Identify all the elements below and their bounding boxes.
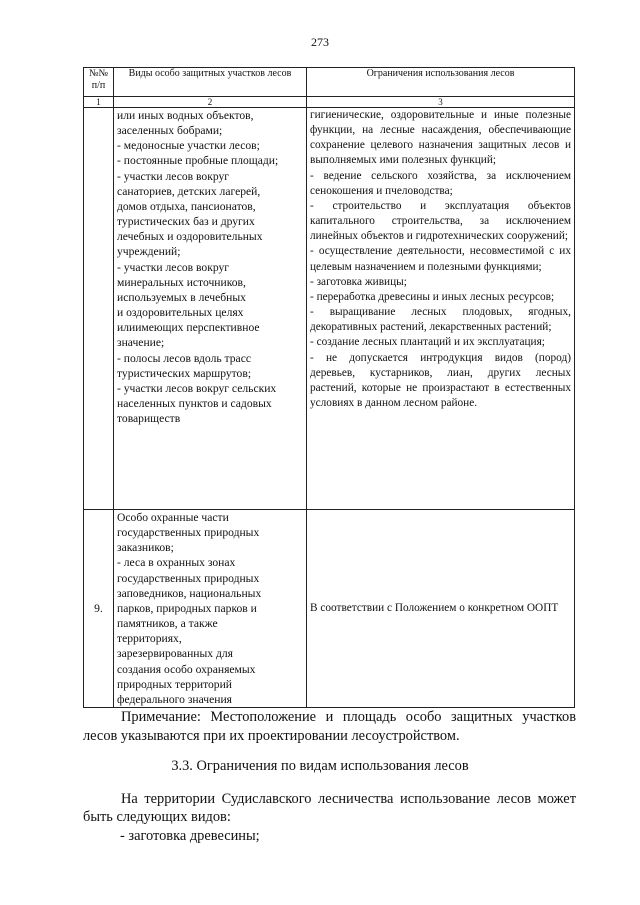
numbering-cell: 3 [307,97,575,108]
type-line: лечебных и оздоровительных [117,230,263,244]
restriction-item: - осуществление деятельности, несовместимой с их целевым назначением и полезными функциями; [310,245,571,273]
type-line: - медоносные участки лесов; [117,139,260,153]
table-row [84,510,575,708]
row-number: 9. [84,510,114,708]
type-line: - участки лесов вокруг [117,260,230,274]
restriction-item: - не допускается интродукция видов (пород) деревьев, кустарников, лиан, других лесных растений, которые не произрастают в естественных условиях в данном лесном районе. [310,351,571,409]
restrictions-cell [307,108,575,510]
type-line: санаториев, детских лагерей, [117,184,261,198]
page-number: 273 [311,35,329,49]
table-header-row [84,68,575,97]
type-line: государственных природных [117,571,260,585]
table-numbering-row [84,97,575,108]
type-line: заселенных бобрами; [117,124,223,138]
numbering-cell: 2 [114,97,307,108]
type-line: создания особо охраняемых [117,662,256,676]
restrictions-cell [307,510,575,708]
type-line: туристических баз и других [117,215,255,229]
list-item: - заготовка древесины; [120,828,260,844]
type-line: используемых в лечебных [117,290,246,304]
restriction-item: - ведение сельского хозяйства, за исключением сенокошения и пчеловодства; [310,169,571,197]
type-line: минеральных источников, [117,275,246,289]
type-line: парков, природных парков и [117,601,257,615]
type-line: - полосы лесов вдоль трасс [117,351,251,365]
restrictions-table [83,67,575,708]
type-line: зарезервированных для [117,647,233,661]
row-number [84,108,114,510]
restriction-item: - выращивание лесных плодовых, ягодных, декоративных растений, лекарственных растений; [310,306,571,334]
table-row [84,108,575,510]
type-line: илиимеющих перспективное [117,321,260,335]
type-line: заповедников, национальных [117,586,262,600]
numbering-cell: 1 [84,97,114,108]
type-line: туристических маршрутов; [117,366,252,380]
header-restrictions: Ограничения использования лесов [307,68,575,97]
header-number: №№ п/п [84,68,114,97]
header-types: Виды особо защитных участков лесов [114,68,307,97]
restriction-item: - строительство и эксплуатация объектов капитального строительства, за исключением линейных объектов и гидротехнических сооружений; [310,199,571,243]
type-line: - участки лесов вокруг [117,169,230,183]
type-line: - постоянные пробные площади; [117,154,279,168]
restriction-item: - создание лесных плантаций и их эксплуатация; [310,336,545,349]
restriction-item: - переработка древесины и иных лесных ресурсов; [310,290,555,303]
forest-types-cell [114,108,307,510]
type-line: товариществ [117,412,181,426]
type-line: - леса в охранных зонах [117,556,236,570]
type-line: домов отдыха, пансионатов, [117,199,256,213]
body-paragraph: На территории Судиславского лесничества использование лесов может быть следующих видов: [83,791,576,825]
type-line: территориях, [117,632,182,646]
type-line: населенных пунктов и садовых [117,396,272,410]
type-line: значение; [117,336,165,350]
restriction-item: В соответствии с Положением о конкретном ООПТ [310,601,559,614]
type-line: заказников; [117,541,174,555]
type-line: памятников, а также [117,617,218,631]
type-line: или иных водных объектов, [117,109,254,122]
type-line: Особо охранные части [117,511,229,524]
type-line: - участки лесов вокруг сельских [117,381,277,395]
type-line: и оздоровительных целях [117,306,244,320]
type-line: государственных природных [117,526,260,540]
type-line: федерального значения [117,692,233,706]
table-note: Примечание: Местоположение и площадь особо защитных участков лесов указываются при их проектировании лесоустройством. [83,709,576,744]
type-line: учреждений; [117,245,181,259]
restriction-item: - заготовка живицы; [310,275,407,288]
type-line: природных территорий [117,677,232,691]
restriction-item: гигиенические, оздоровительные и иные полезные функции, на лесные насаждения, обеспечивающие сохранение целевого назначения защитных лесов и выполняемых ими полезных функций; [310,109,571,167]
section-heading: 3.3. Ограничения по видам использования лесов [171,758,469,774]
forest-types-cell [114,510,307,708]
